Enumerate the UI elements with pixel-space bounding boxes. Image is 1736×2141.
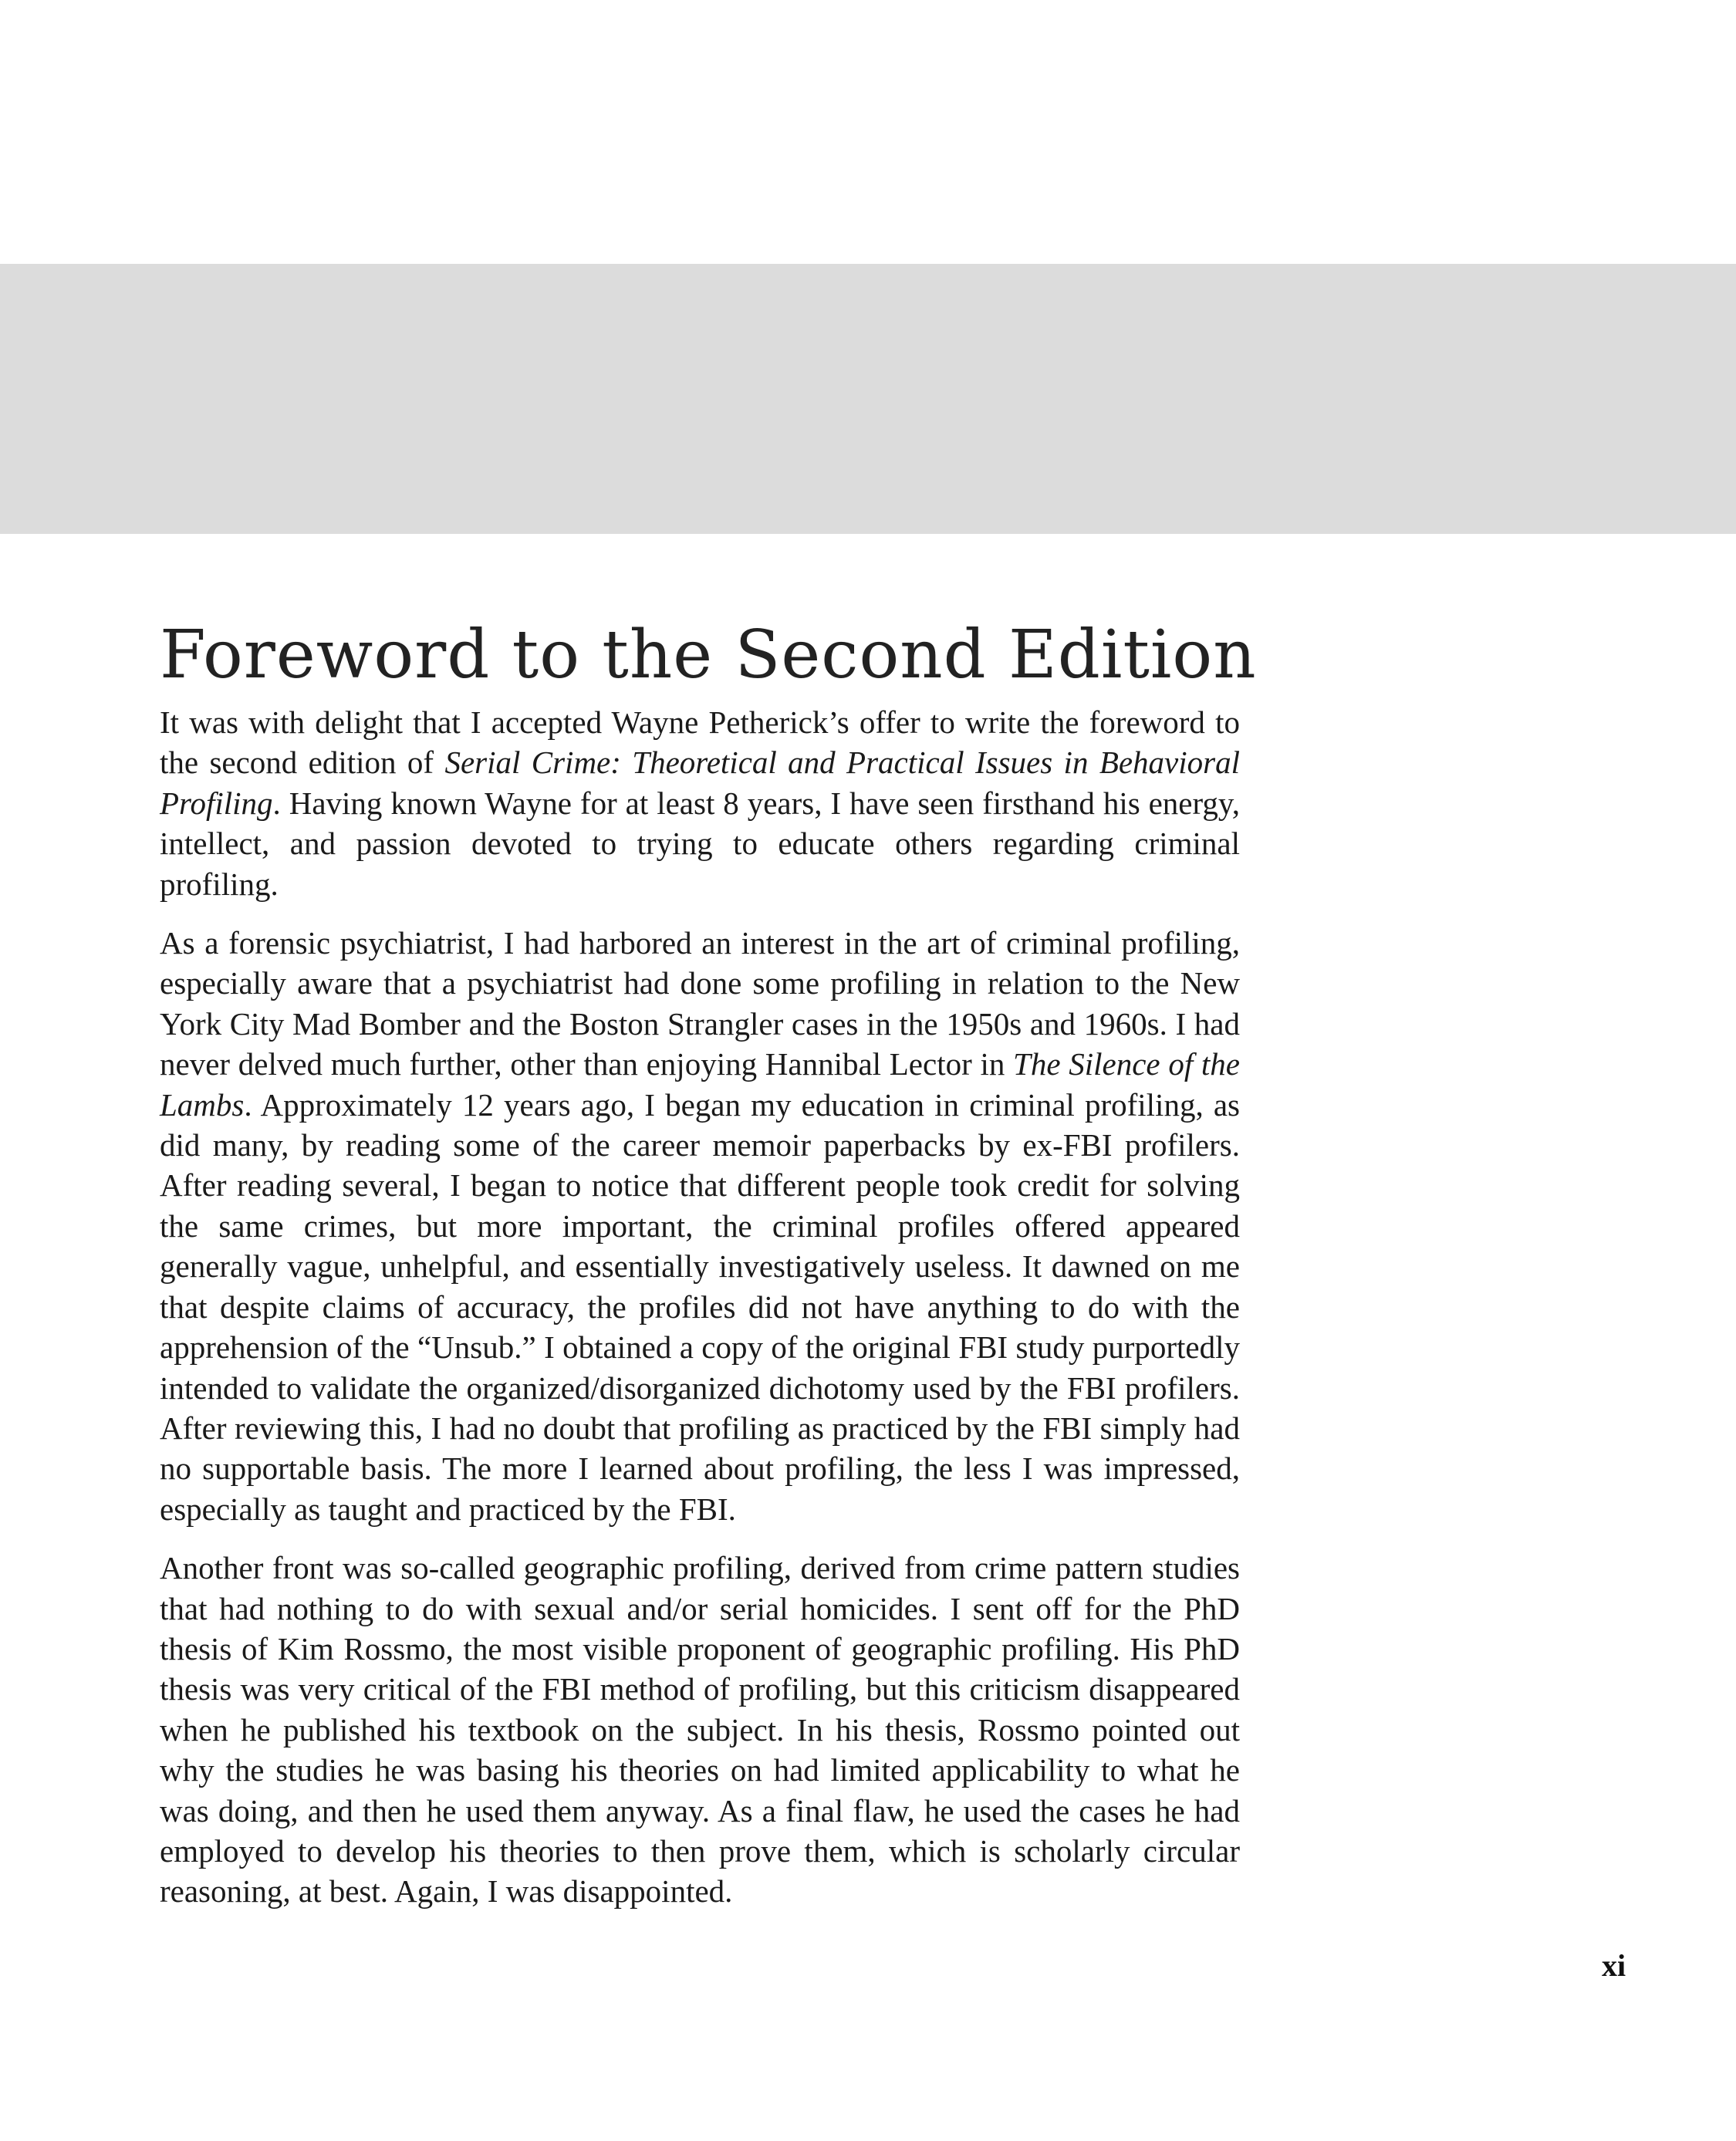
chapter-title: Foreword to the Second Edition xyxy=(160,616,1257,694)
film-title: The Silence of the Lambs xyxy=(160,1046,1240,1123)
paragraph-1-text-a: It was with delight that I accepted Wayne Petherick’s offer to write the foreword to the second edition of xyxy=(160,704,1240,781)
page-number: xi xyxy=(1602,1948,1626,1983)
paragraph-1 xyxy=(160,702,1240,904)
paragraph-2-text-a: As a forensic psychiatrist, I had harbored an interest in the art of criminal profiling, especially aware that a psychiatrist had done some profiling in relation to the New York City Mad Bomber and the Boston Strangler cases in the 1950s and 1960s. I had never delved much further, other than enjoying Hannibal Lector in xyxy=(160,925,1240,1082)
body-text xyxy=(160,702,1240,1930)
paragraph-1-text-b: . Having known Wayne for at least 8 years, I have seen firsthand his energy, intellect, and passion devoted to trying to educate others regarding criminal profiling. xyxy=(160,785,1240,902)
paragraph-2 xyxy=(160,923,1240,1529)
paragraph-2-text-b: . Approximately 12 years ago, I began my education in criminal profiling, as did many, by reading some of the career memoir paperbacks by ex-FBI profilers. After reading several, I began to notice that different people took credit for solving the same crimes, but more important, the criminal profiles offered appeared generally vague, unhelpful, and essentially investigatively useless. It dawned on me that despite claims of accuracy, the profiles did not have anything to do with the apprehension of the “Unsub.” I obtained a copy of the original FBI study purportedly intended to validate the organized/disorganized dichotomy used by the FBI profilers. After reviewing this, I had no doubt that profiling as practiced by the FBI simply had no supportable basis. The more I learned about profiling, the less I was impressed, especially as taught and practiced by the FBI. xyxy=(160,1086,1240,1527)
paragraph-3: Another front was so-called geographic profiling, derived from crime pattern studies that had nothing to do with sexual and/or serial homicides. I sent off for the PhD thesis of Kim Rossmo, the most visible proponent of geographic profiling. His PhD thesis was very critical of the FBI method of profiling, but this criticism disappeared when he published his textbook on the subject. In his thesis, Rossmo pointed out why the studies he was basing his theories on had limited applicability to what he was doing, and then he used them anyway. As a final flaw, he used the cases he had employed to develop his theories to then prove them, which is scholarly circular reasoning, at best. Again, I was disappointed. xyxy=(160,1550,1240,1910)
title-band xyxy=(0,264,1736,694)
book-title: Serial Crime: Theoretical and Practical Issues in Behavioral Profiling xyxy=(160,745,1240,821)
